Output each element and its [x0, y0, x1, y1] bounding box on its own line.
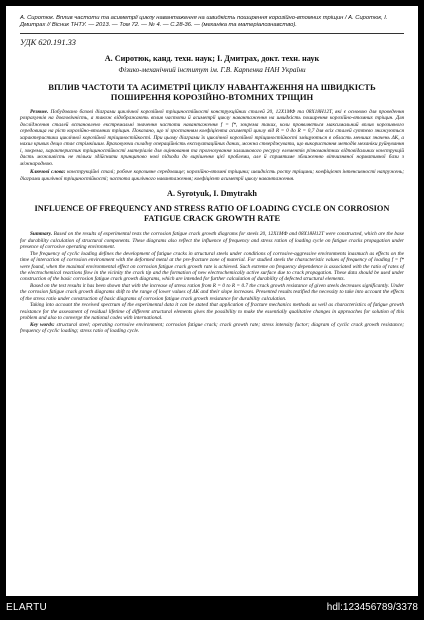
abstract-en-text: Based on the results of experimental tests the corrosion fatigue crack growth diagrams for steels 20, 12X1MФ and 08X18H12T were constructed, which are the base for durability calculation of structural components. These diagrams also reflect the influence of frequency and stress ration of loading cycle on fatigue cracks propagation under presence of corrosive operating environment.: [20, 231, 404, 251]
abstract-en-paragraph: [20, 251, 404, 283]
abstract-en-paragraph: [20, 283, 404, 302]
authors-en: A. Syrotyuk, I. Dmytrakh: [167, 189, 257, 199]
keywords-ua-text: конструкційні сталі; робоче корозивне середовище; корозійно-втомні тріщини; швидкість росту тріщини; коефіцієнт інтенсивності напружень; діаграми циклічної тріщиностійкості; частота циклічного навантаження; коефіцієнт асиметрії циклу навантаження.: [20, 169, 404, 182]
abstract-en-text: Based on the test results it has been shown that with the increase of stress ration from R = 0 to R = 0.7 the crack growth resistance of given steels decreases significantly. Under the corrosion fatigue crack growth diagrams shift to the range of lower values of ΔK and their slope increases. Presented results testified the necessity to take into account the effects of the stress ratio under construction of basic diagrams of corrosion fatigue crack growth resistance for durability calculation.: [20, 282, 404, 302]
abstract-en-paragraph: [20, 302, 404, 321]
abstract-en-paragraph: [20, 231, 404, 250]
keywords-en-text: structural steel; operating corrosive environment; corrosion fatigue crack; crack growth rate; stress intensity factor; diagram of cyclic crack growth resistance; frequency of cyclic loading; stress ratio of loading cycle.: [20, 321, 405, 335]
abstract-ua-text: Побудовано базові діаграми циклічної корозійної тріщиностійкості конструкційних сталей 20, 12Х1МФ та 08Х18Н12Т, які є основою для проведення розрахунків на довговічність, а також відображають вплив частоти й асиметрії циклу навантаження на швидкість поширення корозійно-втомних тріщин. Для дослідження сталей встановлено екстремальні значення частоти навантаження f = f*, зокрема таких, коли проявляється максимальний вплив корозивного середовища на ріст корозійно-втомних тріщин. Показано, що зі зростанням коефіцієнта асиметрії циклу від R = 0 до R = 0,7 для всіх сталей суттєво знижуються характеристики циклічної корозійної тріщиностійкості. При цьому діаграми їх циклічної корозійної тріщиностійкості зміщуються в область менших значень ΔK, а нахил кривих дещо стає стрімкішим. Враховуючи складну операційність експлуатаційних даних, можна стверджувати, що використання методів механіки руйнування і, зокрема, характеристик тріщиностійкості матеріалів для оцінювання та прогнозування залишкового ресурсу елементів різноманітних відповідальних конструкцій дасть можливість не тільки здійснити принципово нові підходи до вирішення цієї проблеми, але й сприятиме зближенню вітчизняної нормативної бази з міжнародною.: [20, 108, 404, 167]
abstract-en-label: Summary.: [30, 231, 53, 238]
abstract-ua: [20, 109, 404, 168]
udc-code: УДК 620.191.33: [20, 37, 76, 47]
authors-ua: А. Сиротюк, канд. техн. наук; І. Дмитрах, докт. техн. наук: [104, 53, 320, 63]
citation: А. Сиротюк. Вплив частоти та асиметрії циклу навантаження на швидкість поширення корозійно-втомних тріщин / А. Сиротюк, І. Дмитрах // Вісник ТНТУ. — 2013. — Том 72. — № 4. — С.28-36. — (механіка та матеріалознавство).: [20, 15, 388, 29]
footer-bar: [0, 596, 424, 620]
abstract-en-text: Taking into account the received spectrum of the experimental data it can be stated that application of fracture mechanics methods as well as characteristics of fatigue growth resistance for the assessment of residual lifetime of different structural elements gives the possibility to make the essentially qualitative changes in approaches for solution of this problem and also to converge the national codes with international.: [20, 302, 404, 322]
header-divider: [20, 33, 404, 34]
keywords-en-label: Key words:: [30, 321, 55, 328]
keywords-ua-label: Ключові слова:: [30, 169, 66, 176]
handle-id: hdl:123456789/3378: [326, 602, 418, 613]
keywords-en: [20, 322, 404, 335]
repository-name: ELARTU: [6, 602, 48, 613]
abstract-en: [20, 231, 404, 334]
keywords-ua: [20, 169, 404, 182]
title-ua: ВПЛИВ ЧАСТОТИ ТА АСИМЕТРІЇ ЦИКЛУ НАВАНТАЖЕННЯ НА ШВИДКІСТЬ ПОШИРЕННЯ КОРОЗІЙНО-ВТОМНИХ ТРІЩИН: [48, 81, 376, 102]
title-en: INFLUENCE OF FREQUENCY AND STRESS RATIO OF LOADING CYCLE ON CORROSION FATIGUE CRACK GROWTH RATE: [34, 204, 390, 224]
institute-ua: Фізико-механічний інститут ім. Г.В. Карпенка НАН України: [118, 65, 306, 74]
abstract-en-text: The frequency of cyclic loading defines the development of fatigue cracks in structural steels under conditions of corrosive-aggressive environments inasmuch as effects on the time of interaction of corrosion environment with the deformed metal at the pre-fracture zone of material. For studied steels the characteristic values of frequency of loading f = f* were found, when the maximal environmental effect on corrosion fatigue crack growth rate is achieved. Such extreme on frequency dependence is associated with the ratio of rates of the electrochemical reactions flow in the vicinity the crack tip and the formation of new electrochemically active surface due to crack propagation. These data should be used under construction of the basic corrosion fatigue crack growth diagrams, which are intended for further calculation of durability of defected structural elements.: [20, 250, 404, 283]
abstract-ua-label: Резюме.: [30, 108, 49, 115]
document-page: [6, 6, 418, 596]
